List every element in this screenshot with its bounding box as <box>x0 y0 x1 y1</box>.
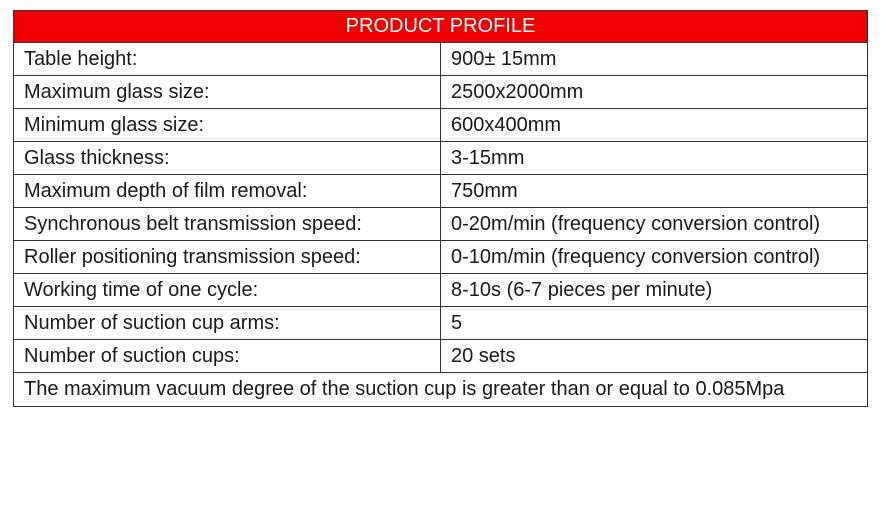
spec-label: Number of suction cups: <box>14 340 441 373</box>
spec-value: 900± 15mm <box>441 43 868 76</box>
spec-label: Synchronous belt transmission speed: <box>14 208 441 241</box>
spec-value: 750mm <box>441 175 868 208</box>
spec-label: Minimum glass size: <box>14 109 441 142</box>
spec-value: 0-20m/min (frequency conversion control) <box>441 208 868 241</box>
spec-value: 2500x2000mm <box>441 76 868 109</box>
table-note-row <box>14 373 868 407</box>
table-header-row <box>14 11 868 43</box>
spec-value: 0-10m/min (frequency conversion control) <box>441 241 868 274</box>
spec-value: 8-10s (6-7 pieces per minute) <box>441 274 868 307</box>
table-row <box>14 340 868 373</box>
table-row <box>14 274 868 307</box>
table-row <box>14 208 868 241</box>
spec-label: Table height: <box>14 43 441 76</box>
spec-label: Maximum glass size: <box>14 76 441 109</box>
table-row <box>14 43 868 76</box>
spec-label: Number of suction cup arms: <box>14 307 441 340</box>
table-row <box>14 175 868 208</box>
spec-label: Maximum depth of film removal: <box>14 175 441 208</box>
spec-value: 20 sets <box>441 340 868 373</box>
table-row <box>14 142 868 175</box>
spec-value: 600x400mm <box>441 109 868 142</box>
spec-value: 3-15mm <box>441 142 868 175</box>
table-note: The maximum vacuum degree of the suction cup is greater than or equal to 0.085Mpa <box>14 373 868 407</box>
table-row <box>14 109 868 142</box>
product-profile-table <box>13 10 868 407</box>
table-row <box>14 76 868 109</box>
table-title: PRODUCT PROFILE <box>14 11 868 43</box>
table-row <box>14 307 868 340</box>
spec-label: Glass thickness: <box>14 142 441 175</box>
spec-value: 5 <box>441 307 868 340</box>
table-row <box>14 241 868 274</box>
spec-label: Working time of one cycle: <box>14 274 441 307</box>
spec-label: Roller positioning transmission speed: <box>14 241 441 274</box>
